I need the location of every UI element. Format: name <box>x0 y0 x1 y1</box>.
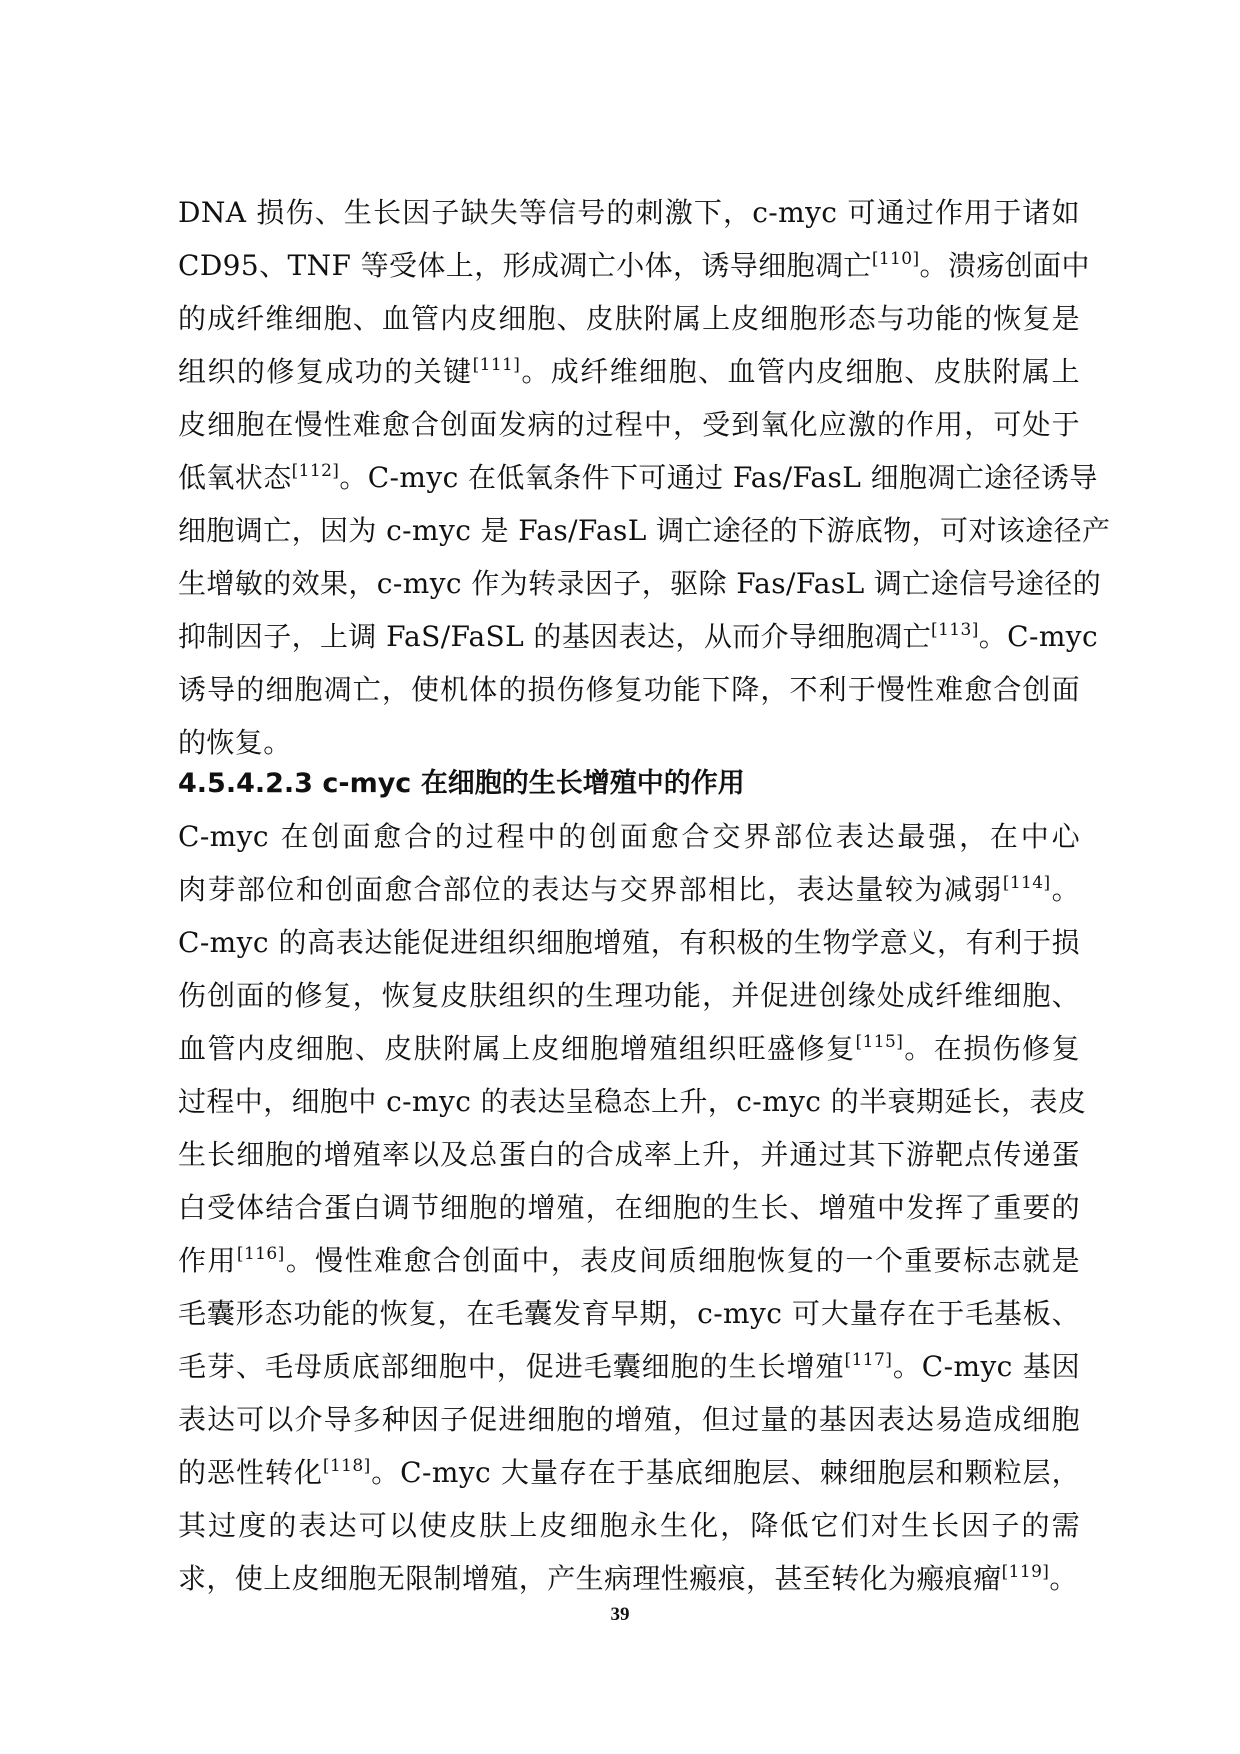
paragraph-2 <box>178 810 1087 1605</box>
text-line: CD95、TNF 等受体上，形成凋亡小体，诱导细胞凋亡[110]。溃疡创面中 <box>178 249 1090 282</box>
page-number: 39 <box>610 1604 630 1625</box>
text-line: 组织的修复成功的关键[111]。成纤维细胞、血管内皮细胞、皮肤附属上 <box>178 355 1080 388</box>
citation-marker: [113] <box>931 620 979 640</box>
text-line: C-myc 的高表达能促进组织细胞增殖，有积极的生物学意义，有利于损 <box>178 926 1080 959</box>
text-line: 抑制因子，上调 FaS/FaSL 的基因表达，从而介导细胞凋亡[113]。C-myc <box>178 620 1099 653</box>
text-line: 过程中，细胞中 c-myc 的表达呈稳态上升，c-myc 的半衰期延长，表皮 <box>178 1085 1087 1118</box>
citation-marker: [116] <box>236 1244 285 1264</box>
text-line: 白受体结合蛋白调节细胞的增殖，在细胞的生长、增殖中发挥了重要的 <box>178 1191 1080 1224</box>
text-line: 诱导的细胞凋亡，使机体的损伤修复功能下降，不利于慢性难愈合创面 <box>178 673 1080 706</box>
text-line: 毛囊形态功能的恢复，在毛囊发育早期，c-myc 可大量存在于毛基板、 <box>178 1297 1080 1330</box>
citation-marker: [111] <box>472 355 521 375</box>
text-line: 细胞调亡，因为 c-myc 是 Fas/FasL 调亡途径的下游底物，可对该途径产 <box>178 514 1111 547</box>
citation-marker: [114] <box>1002 873 1051 893</box>
paragraph-1 <box>178 186 1111 769</box>
citation-marker: [118] <box>322 1456 371 1476</box>
citation-marker: [117] <box>844 1350 893 1370</box>
text-line: 低氧状态[112]。C-myc 在低氧条件下可通过 Fas/FasL 细胞凋亡途径诱导 <box>178 461 1098 494</box>
text-line: 伤创面的修复，恢复皮肤组织的生理功能，并促进创缘处成纤维细胞、 <box>178 979 1080 1012</box>
citation-marker: [115] <box>855 1032 904 1052</box>
text-line: 生增敏的效果，c-myc 作为转录因子，驱除 Fas/FasL 调亡途信号途径的 <box>178 567 1102 600</box>
text-line: 肉芽部位和创面愈合部位的表达与交界部相比，表达量较为减弱[114]。 <box>178 873 1080 906</box>
citation-marker: [112] <box>291 461 340 481</box>
text-line: 毛芽、毛母质底部细胞中，促进毛囊细胞的生长增殖[117]。C-myc 基因 <box>178 1350 1081 1383</box>
text-line: 作用[116]。慢性难愈合创面中，表皮间质细胞恢复的一个重要标志就是 <box>178 1244 1080 1277</box>
text-line: 的恢复。 <box>178 726 292 759</box>
text-line: 求，使上皮细胞无限制增殖，产生病理性瘢痕，甚至转化为瘢痕瘤[119]。 <box>178 1562 1078 1595</box>
text-line: 其过度的表达可以使皮肤上皮细胞永生化，降低它们对生长因子的需 <box>178 1509 1080 1542</box>
text-line: DNA 损伤、生长因子缺失等信号的刺激下，c-myc 可通过作用于诸如 <box>178 196 1080 229</box>
text-line: C-myc 在创面愈合的过程中的创面愈合交界部位表达最强，在中心 <box>178 820 1080 853</box>
text-line: 血管内皮细胞、皮肤附属上皮细胞增殖组织旺盛修复[115]。在损伤修复 <box>178 1032 1080 1065</box>
text-line: 表达可以介导多种因子促进细胞的增殖，但过量的基因表达易造成细胞 <box>178 1403 1080 1436</box>
citation-marker: [119] <box>1001 1562 1050 1582</box>
text-line: 生长细胞的增殖率以及总蛋白的合成率上升，并通过其下游靶点传递蛋 <box>178 1138 1080 1171</box>
text-line: 的恶性转化[118]。C-myc 大量存在于基底细胞层、棘细胞层和颗粒层， <box>178 1456 1080 1489</box>
text-line: 的成纤维细胞、血管内皮细胞、皮肤附属上皮细胞形态与功能的恢复是 <box>178 302 1080 335</box>
section-heading: 4.5.4.2.3 c-myc 在细胞的生长增殖中的作用 <box>178 768 745 799</box>
text-line: 皮细胞在慢性难愈合创面发病的过程中，受到氧化应激的作用，可处于 <box>178 408 1080 441</box>
citation-marker: [110] <box>871 249 920 269</box>
